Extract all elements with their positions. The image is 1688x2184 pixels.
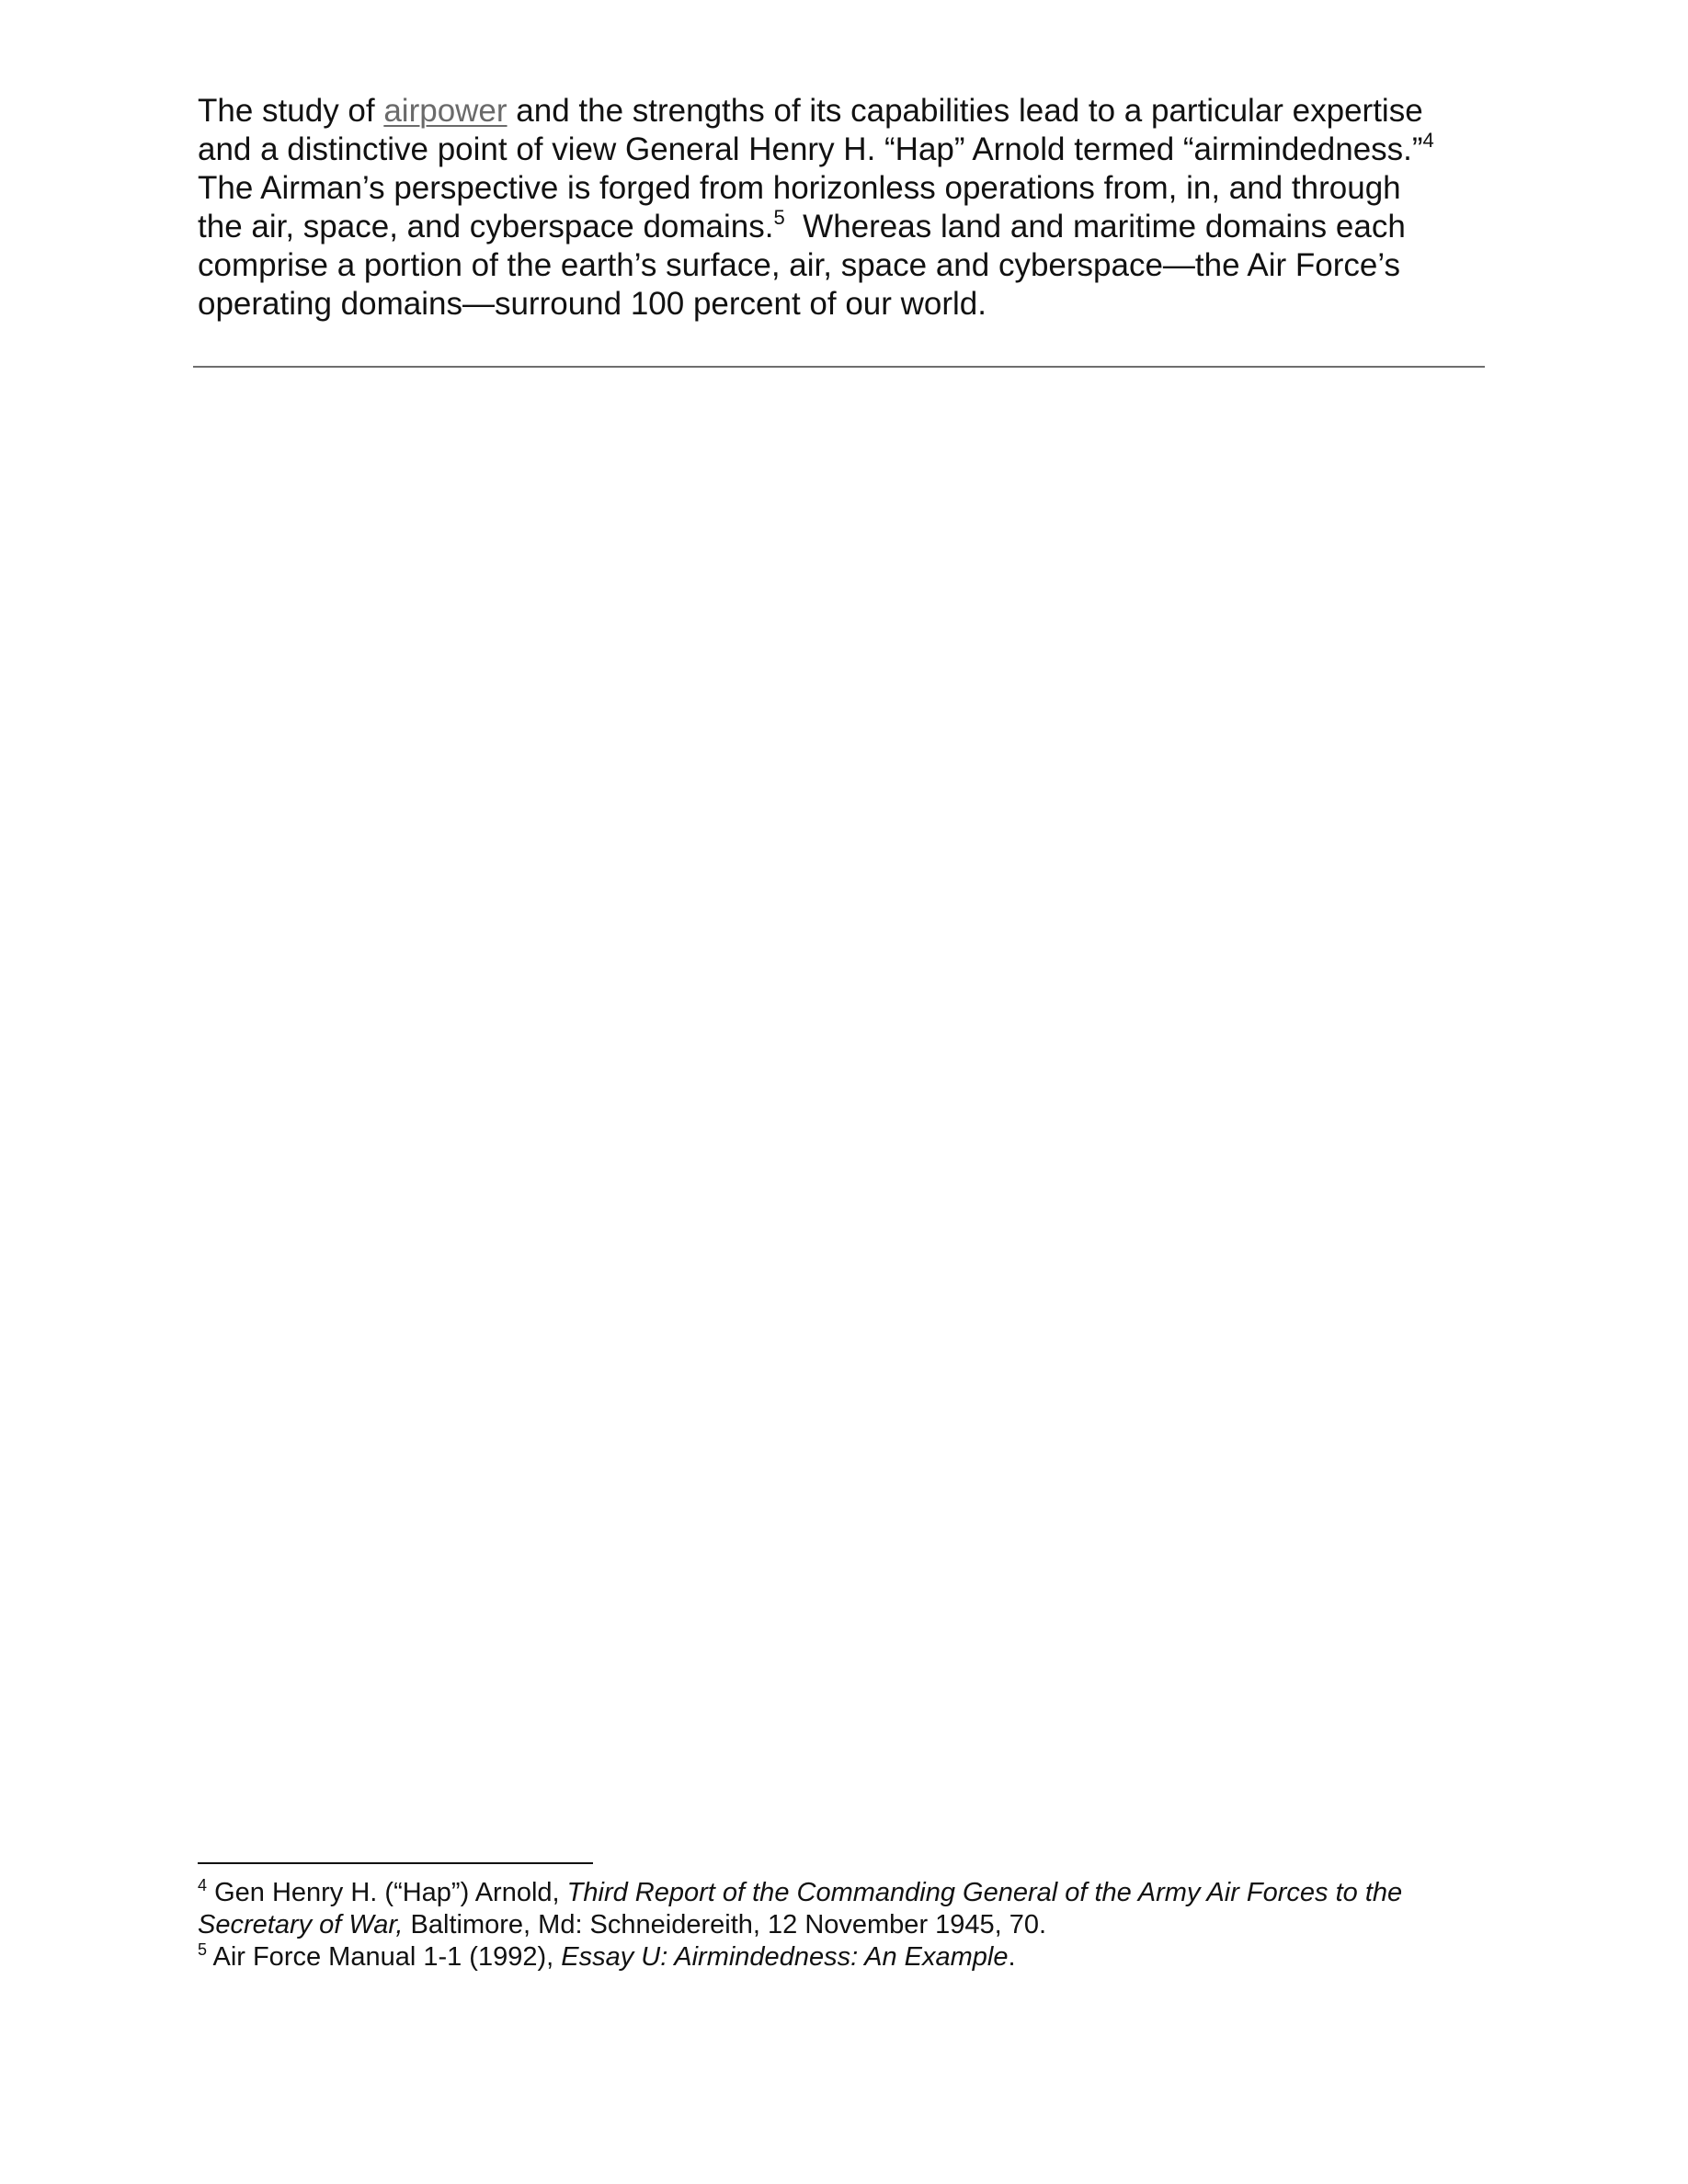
footnote-title: Secretary of War, [198, 1910, 404, 1939]
footnote-5 [198, 1941, 1522, 1974]
footnote-text: Air Force Manual 1-1 (1992), [207, 1942, 562, 1972]
footnote-text: . [1008, 1942, 1016, 1972]
footnote-4-line-1 [198, 1877, 1522, 1909]
footnotes [198, 1877, 1522, 1974]
footnote-title: Third Report of the Commanding General of the Army Air Forces to the [566, 1878, 1403, 1907]
body-line-5: comprise a portion of the earth’s surface, air, space and cyberspace—the Air Force’s [198, 247, 1400, 283]
footnote-4-line-2 [198, 1909, 1522, 1941]
body-paragraph [198, 92, 1522, 324]
body-text: The study of [198, 93, 384, 129]
footnote-number: 4 [198, 1876, 208, 1894]
airpower-link[interactable]: airpower [383, 93, 508, 129]
footnote-separator [198, 1862, 593, 1864]
footnote-ref-4[interactable]: 4 [1422, 129, 1434, 152]
footnote-text: Baltimore, Md: Schneidereith, 12 November 1945, 70. [403, 1910, 1047, 1939]
body-text: the air, space, and cyberspace domains. [198, 209, 774, 245]
footnote-ref-5[interactable]: 5 [773, 206, 785, 229]
body-text: and the strengths of its capabilities lead to a particular expertise [507, 93, 1423, 129]
footnote-number: 5 [198, 1940, 208, 1959]
footnote-text: Gen Henry H. (“Hap”) Arnold, [207, 1878, 567, 1907]
body-line-2 [198, 131, 1522, 169]
horizontal-divider [193, 366, 1485, 368]
body-line-3: The Airman’s perspective is forged from horizonless operations from, in, and through [198, 170, 1401, 206]
body-text: Whereas land and maritime domains each [784, 209, 1406, 245]
body-line-1 [198, 92, 1522, 131]
body-text: and a distinctive point of view General Henry H. “Hap” Arnold termed “airmindedness.” [198, 131, 1423, 167]
body-line-6: operating domains—surround 100 percent of our world. [198, 286, 987, 322]
footnote-title: Essay U: Airmindedness: An Example [561, 1942, 1009, 1972]
body-line-4 [198, 208, 1522, 246]
